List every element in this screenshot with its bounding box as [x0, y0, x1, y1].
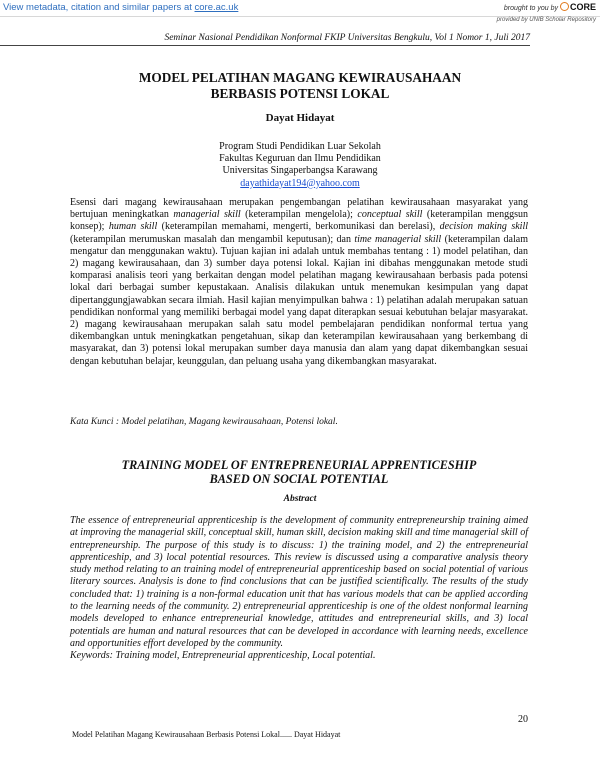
paper-title [60, 70, 540, 101]
abstrak-text-4: (keterampilan memahami, mengerti, berkomunikasi dan berelasi), [157, 221, 440, 233]
abstrak-text-2: (keterampilan mengelola); [240, 209, 358, 221]
provided-by[interactable]: provided by UNIB Scholar Repository [496, 17, 596, 23]
affiliation-university: Universitas Singaperbangsa Karawang [222, 165, 378, 177]
abstrak-text-1: Esensi dari magang kewirausahaan merupakan pengembangan pelatihan kewirausahaan masyarakat yang bertujuan meningkatkan [70, 197, 528, 221]
brought-to-you-text: brought to you by [503, 5, 558, 12]
title-line-2: BERBASIS POTENSI LOKAL [210, 85, 390, 101]
core-metadata-notice [3, 2, 238, 13]
affiliation [0, 141, 600, 190]
abstrak-indonesian [70, 197, 528, 368]
core-logo-text: CORE [569, 2, 596, 12]
english-title-line-2: BASED ON SOCIAL POTENTIAL [209, 472, 389, 486]
abstrak-term-decision: decision making skill [439, 221, 528, 233]
keywords-english: Keywords: Training model, Entrepreneurial apprenticeship, Local potential. [70, 650, 376, 662]
abstrak-text-6: (keterampilan dalam mengatur dan menggunakan waktu). Tujuan kajian ini adalah untuk membahas tentang : 1) model pelatihan, dan 2) magang kewirausahaan, dan 3) sumber daya potensi lokal. Kajian ini dibahas menggunakan metode studi komparasi analisis teori yang berkaitan dengan model pelatihan magang kewirausahaan berbasis pada potensi lokal dari berbagai sumber kepustakaan. Analisis dilakukan untuk menemukan kesimpulan yang dapat dipertanggungjawabkan secara ilmiah. Hasil kajian menyimpulkan bahwa : 1) pelatihan adalah merupakan satuan pendidikan nonformal yang memiliki berbagai model yang dapat diterapkan sesuai kebutuhan belajar masyarakat. 2) magang kewirausahaan merupakan salah satu model pembelajaran pendidikan nonformal tertua yang dikembangkan untuk meningkatkan pengetahuan, sikap dan keterampilan kewirausahaan yang berkembang di masyarakat, dan 3) potensi lokal merupakan sumber daya manusia dan alam yang dapat dikembangkan sesuai dengan kebutuhan belajar, keunggulan, dan peluang usaha yang dikembangkan masyarakat. [70, 233, 528, 367]
abstrak-term-managerial: managerial skill [173, 209, 241, 221]
abstract-english [70, 515, 528, 663]
author-name: Dayat Hidayat [265, 112, 335, 124]
abstrak-term-time: time managerial skill [354, 233, 442, 245]
page-number: 20 [518, 714, 528, 725]
page-footer: Model Pelatihan Magang Kewirausahaan Berbasis Potensi Lokal...... Dayat Hidayat [72, 730, 341, 739]
english-title [70, 458, 528, 486]
affiliation-program: Program Studi Pendidikan Luar Sekolah [219, 141, 381, 152]
affiliation-faculty: Fakultas Keguruan dan Ilmu Pendidikan [219, 153, 381, 165]
core-metadata-text: View metadata, citation and similar papers at [3, 2, 195, 13]
abstract-english-body: The essence of entrepreneurial apprenticeship is the development of community entrepreneurship training aimed at improving the managerial skill, conceptual skill, human skill, decision making skill and time managerial skill of entrepreneurship. The purpose of this study is to discuss: 1) the training model, and 2) the entrepreneurial apprenticeship, and 3) local potential resources. This review is discussed using a comparative analysis theory study method relating to an training model of entrepreneurial apprenticeship based on social potential of various literary sources. Analysis is done to find conclusions that can be justified scientifically. The results of the study concluded that: 1) training is a non-formal education unit that has various models that can be applied according to the learning needs of the community. 2) entrepreneurial apprenticeship is one of the oldest nonformal learning models developed to enhance entrepreneurial knowledge, attitudes and entrepreneurial skills, and 3) local potentials are human and natural resources that can be developed in accordance with learning needs, excellence and opportunities effort developed by the community. [70, 515, 528, 649]
abstrak-term-human: human skill [108, 221, 158, 233]
title-line-1: MODEL PELATIHAN MAGANG KEWIRAUSAHAAN [138, 70, 462, 85]
abstract-heading: Abstract [283, 494, 317, 504]
core-logo-icon [560, 2, 569, 11]
abstrak-text-5: (keterampilan merumuskan masalah dan mengambil keputusan); dan [70, 233, 355, 245]
running-head: Seminar Nasional Pendidikan Nonformal FKIP Universitas Bengkulu, Vol 1 Nomor 1, Juli 2017 [0, 33, 530, 46]
core-link[interactable]: core.ac.uk [194, 2, 239, 13]
core-banner [0, 0, 600, 17]
abstrak-text-3: (keterampilan menggsun konsep); [70, 209, 529, 233]
abstrak-term-conceptual: conceptual skill [357, 209, 423, 221]
author-email-link[interactable]: dayathidayat194@yahoo.com [240, 177, 360, 189]
core-brand[interactable] [504, 2, 596, 12]
english-title-line-1: TRAINING MODEL OF ENTREPRENEURIAL APPRENTICESHIP [121, 458, 477, 472]
kata-kunci: Kata Kunci : Model pelatihan, Magang kewirausahaan, Potensi lokal. [70, 417, 338, 427]
